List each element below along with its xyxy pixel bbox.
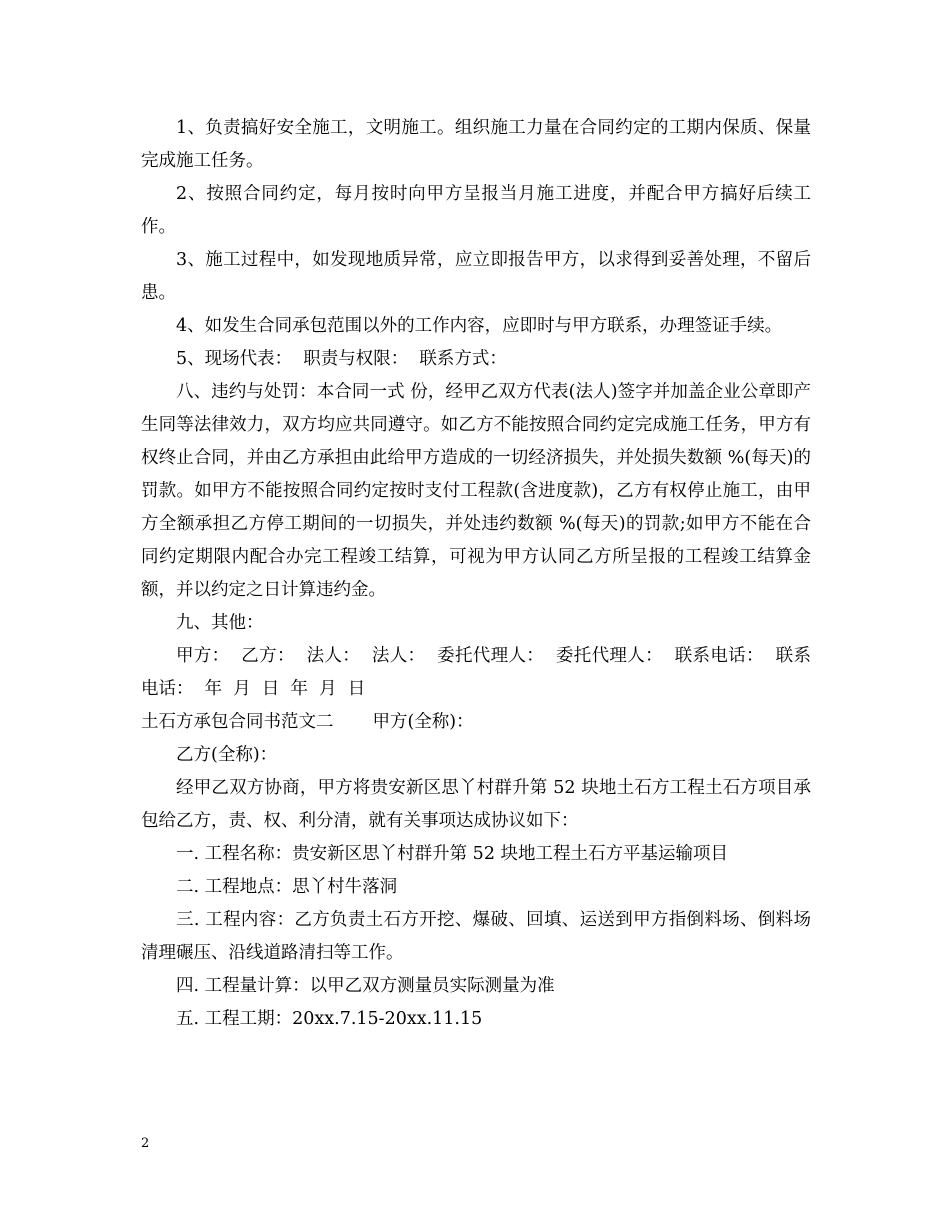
paragraph-responsibility-2: 2、按照合同约定，每月按时向甲方呈报当月施工进度，并配合甲方搞好后续工作。 [141,184,811,237]
paragraph-project-duration: 五. 工程工期：20xx.7.15-20xx.11.15 [176,1009,483,1029]
paragraph-agreement-intro: 经甲乙双方协商，甲方将贵安新区思丫村群升第 52 块地土石方工程土石方项目承包给乙方，责、权、利分清，就有关事项达成协议如下： [141,778,811,831]
paragraph-project-name: 一. 工程名称：贵安新区思丫村群升第 52 块地工程土石方平基运输项目 [176,844,729,864]
paragraph-party-b: 乙方(全称)： [176,745,278,765]
document-body [141,112,811,1036]
page-number: 2 [141,1136,150,1151]
paragraph-responsibility-1: 1、负责搞好安全施工，文明施工。组织施工力量在合同约定的工期内保质、保量完成施工任务。 [141,118,811,171]
paragraph-responsibility-3: 3、施工过程中，如发现地质异常，应立即报告甲方，以求得到妥善处理，不留后患。 [141,250,811,303]
paragraph-site-representative: 5、现场代表： 职责与权限： 联系方式： [176,349,507,369]
paragraph-breach-penalty: 八、违约与处罚：本合同一式 份，经甲乙双方代表(法人)签字并加盖企业公章即产生同等法律效力，双方均应共同遵守。如乙方不能按照合同约定完成施工任务，甲方有权终止合同，并由乙方承担由此给甲方造成的一切经济损失，并处损失数额 %(每天)的罚款。如甲方不能按照合同约定按时支付工程款(含进度款)，乙方有权停止施工，由甲方全额承担乙方停工期间的一切损失，并处违约数额 %(每天)的罚款;如甲方不能在合同约定期限内配合办完工程竣工结算，可视为甲方认同乙方所呈报的工程竣工结算金额，并以约定之日计算违约金。 [141,382,811,600]
paragraph-contract-two-title: 土石方承包合同书范文二 甲方(全称)： [141,712,474,732]
paragraph-signatures: 甲方： 乙方： 法人： 法人： 委托代理人： 委托代理人： 联系电话： 联系电话： 年 月 日 年 月 日 [141,646,811,699]
paragraph-quantity-calculation: 四. 工程量计算：以甲乙双方测量员实际测量为准 [176,976,555,996]
paragraph-other-heading: 九、其他： [176,613,264,633]
paragraph-responsibility-4: 4、如发生合同承包范围以外的工作内容，应即时与甲方联系，办理签证手续。 [176,316,783,336]
paragraph-project-content: 三. 工程内容：乙方负责土石方开挖、爆破、回填、运送到甲方指倒料场、倒料场清理碾压、沿线道路清扫等工作。 [141,910,811,963]
paragraph-project-location: 二. 工程地点：思丫村牛落洞 [176,877,398,897]
